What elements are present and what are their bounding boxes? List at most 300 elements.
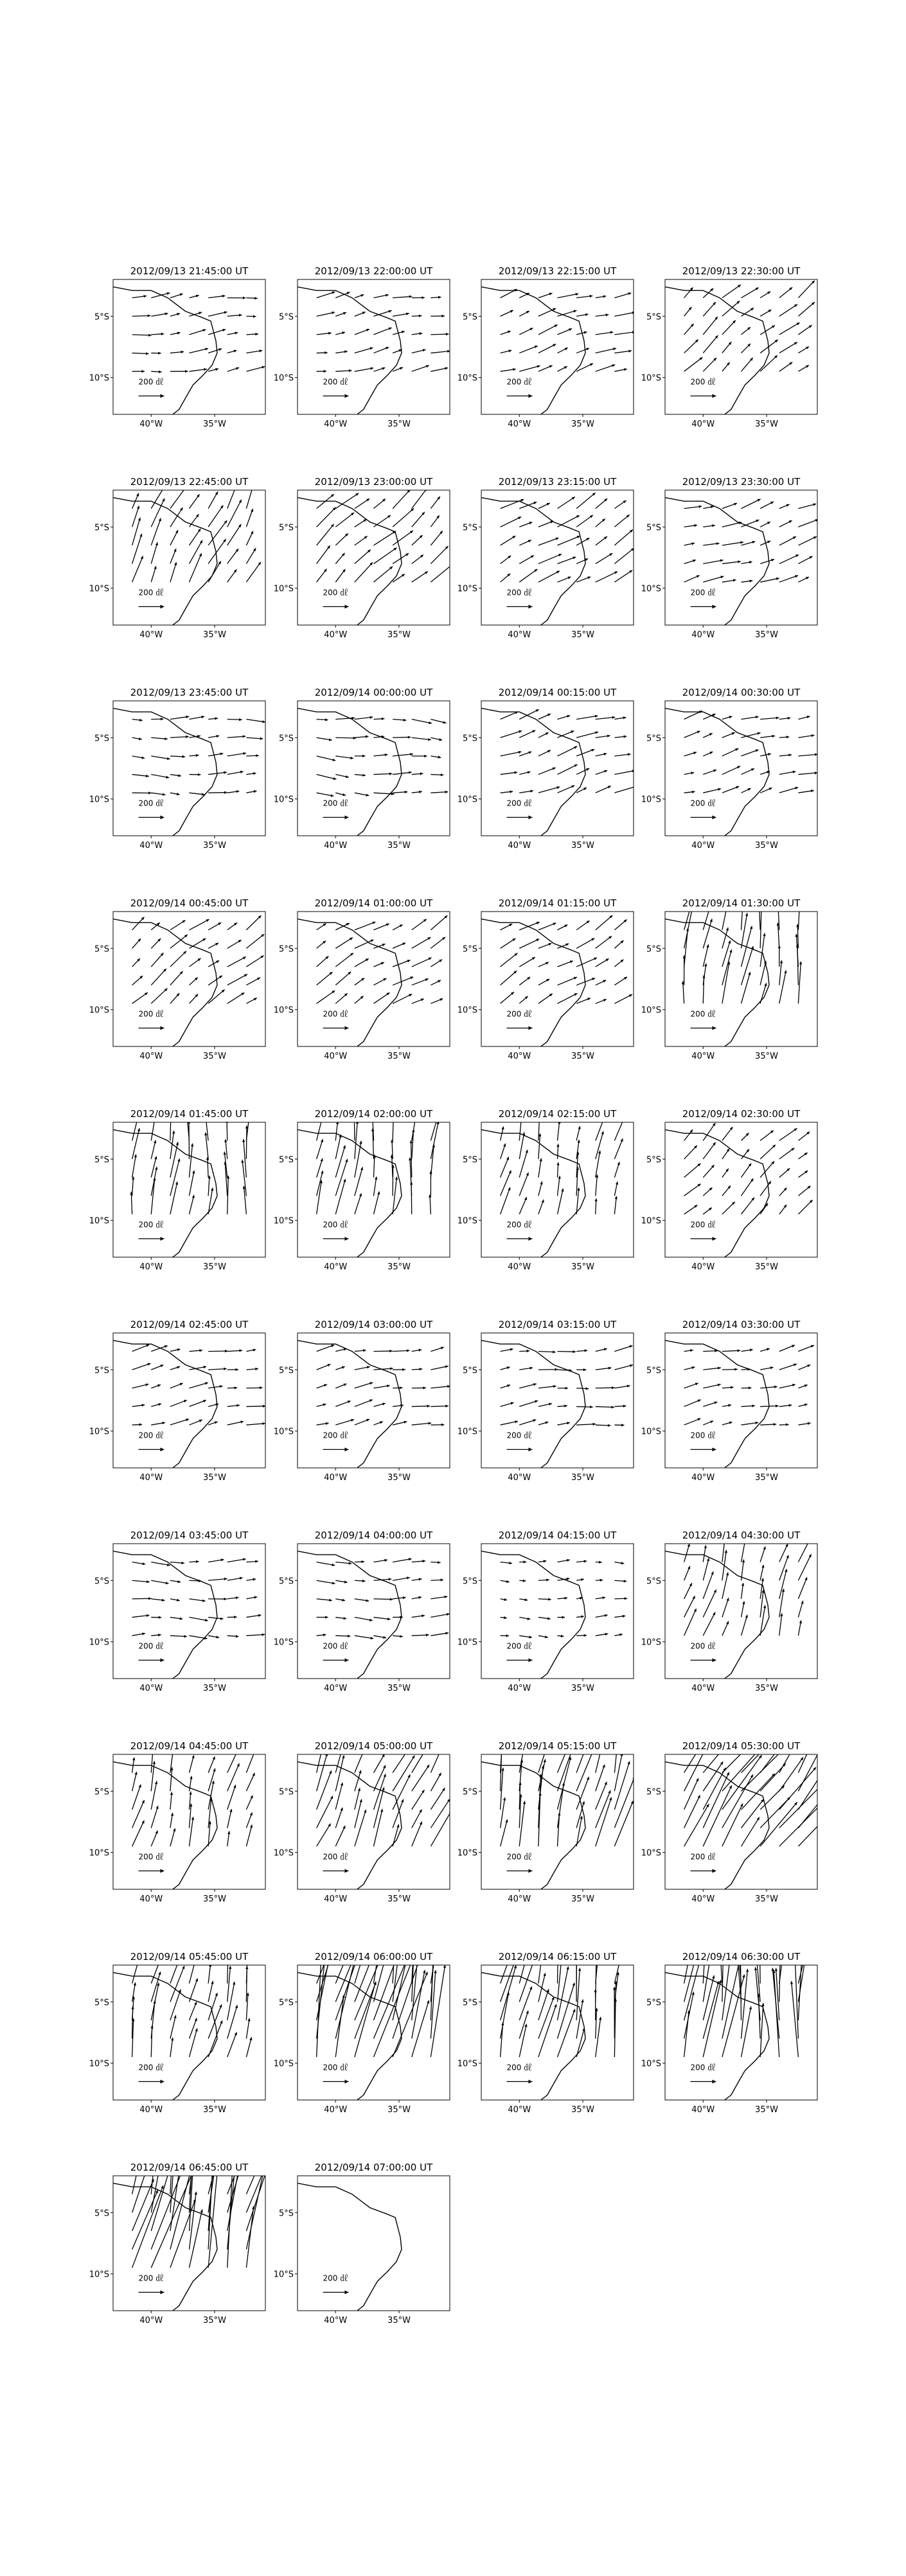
map-panel-29 — [89, 1740, 265, 1904]
vector-arrow — [576, 1140, 580, 1159]
vector-arrow — [703, 506, 714, 509]
map-panel-28 — [641, 1530, 817, 1693]
y-tick-label: 5°S — [94, 1155, 109, 1165]
panel-title: 2012/09/13 22:45:00 UT — [130, 476, 249, 488]
vector-arrow — [558, 924, 568, 930]
vector-arrow — [576, 364, 593, 371]
vector-arrow — [742, 358, 753, 371]
vector-arrow — [501, 1384, 510, 1388]
vector-arrow — [596, 498, 607, 509]
coastline — [665, 1551, 769, 1679]
vector-arrow — [558, 515, 580, 527]
vector-arrow — [317, 718, 328, 721]
y-tick-label: 5°S — [462, 944, 477, 955]
vector-arrow — [317, 524, 334, 545]
vector-arrow — [596, 786, 611, 793]
vector-arrow — [393, 1910, 398, 1983]
vector-arrow — [596, 364, 616, 371]
vector-arrow — [760, 310, 771, 316]
vector-arrow — [412, 1614, 425, 1617]
vector-arrow — [596, 936, 612, 948]
y-tick-label: 5°S — [646, 1787, 661, 1797]
vector-arrow — [190, 1599, 206, 1602]
vector-arrow — [208, 1981, 213, 2002]
vector-arrow — [317, 1634, 326, 1636]
vector-arrow — [722, 1422, 733, 1425]
vector-arrow — [374, 718, 385, 720]
x-tick-label: 35°W — [203, 1473, 226, 1483]
vector-arrow — [576, 558, 588, 563]
vector-arrow — [501, 751, 522, 756]
panel-title: 2012/09/14 03:30:00 UT — [682, 1319, 801, 1330]
y-tick-label: 5°S — [462, 1787, 477, 1797]
vector-field — [684, 1895, 812, 2057]
vector-arrow — [246, 754, 259, 757]
vector-arrow — [684, 1566, 690, 1580]
x-tick-label: 40°W — [691, 419, 715, 429]
vector-field — [498, 1928, 623, 2057]
reference-vector-arrow — [507, 604, 533, 608]
vector-arrow — [596, 958, 609, 967]
reference-vector-arrow — [507, 1869, 533, 1873]
x-tick-label: 35°W — [755, 1473, 778, 1483]
y-tick-label: 10°S — [273, 1427, 294, 1437]
reference-vector-arrow — [691, 2079, 716, 2083]
vector-arrow — [208, 348, 222, 353]
vector-arrow — [558, 1982, 575, 2038]
panel-title: 2012/09/14 03:45:00 UT — [130, 1530, 249, 1541]
map-panel-23 — [457, 1319, 634, 1483]
vector-arrow — [779, 575, 798, 582]
vector-arrow — [519, 1350, 529, 1352]
vector-arrow — [798, 1200, 812, 1214]
vector-arrow — [742, 1747, 786, 1791]
panel-title: 2012/09/14 03:00:00 UT — [314, 1319, 433, 1330]
x-tick-label: 40°W — [139, 630, 163, 640]
vector-arrow — [355, 1878, 387, 1984]
x-tick-label: 35°W — [571, 1262, 594, 1272]
reference-vector-label: 200 ㎗ — [138, 1009, 164, 1019]
vector-field — [684, 1345, 814, 1426]
vector-arrow — [742, 1583, 745, 1599]
panel-title: 2012/09/13 22:15:00 UT — [498, 265, 617, 277]
vector-arrow — [576, 1423, 596, 1425]
vector-arrow — [246, 719, 265, 723]
vector-arrow — [431, 719, 446, 724]
vector-arrow — [431, 737, 442, 741]
vector-arrow — [246, 333, 258, 335]
vector-arrow — [798, 1620, 802, 1636]
vector-arrow — [703, 1165, 714, 1178]
x-tick-label: 40°W — [139, 1894, 163, 1904]
vector-arrow — [170, 1366, 180, 1370]
reference-vector-label: 200 ㎗ — [323, 2063, 348, 2072]
vector-arrow — [355, 958, 369, 967]
x-tick-label: 40°W — [139, 2105, 163, 2115]
coastline — [298, 1341, 402, 1469]
vector-arrow — [703, 788, 721, 793]
y-tick-label: 5°S — [278, 944, 294, 955]
vector-arrow — [501, 971, 517, 985]
vector-arrow — [393, 349, 402, 353]
y-tick-label: 10°S — [457, 1005, 477, 1016]
vector-arrow — [317, 775, 337, 781]
vector-arrow — [538, 1199, 544, 1214]
reference-vector-arrow — [139, 1026, 164, 1030]
vector-arrow — [431, 296, 441, 299]
vector-arrow — [596, 735, 610, 738]
vector-arrow — [208, 752, 223, 755]
map-panel-13 — [89, 897, 265, 1061]
vector-arrow — [703, 1761, 723, 1791]
vector-arrow — [501, 1402, 514, 1407]
map-panel-12 — [641, 687, 818, 851]
vector-arrow — [412, 958, 432, 967]
map-panel-22 — [274, 1319, 450, 1483]
reference-vector-arrow — [691, 1447, 716, 1451]
vector-arrow — [412, 772, 423, 775]
vector-arrow — [798, 1186, 810, 1196]
vector-arrow — [412, 1634, 429, 1636]
vector-arrow — [190, 919, 209, 930]
vector-arrow — [170, 1617, 182, 1619]
vector-arrow — [760, 1131, 774, 1141]
vector-arrow — [558, 1597, 568, 1600]
vector-arrow — [374, 499, 386, 509]
vector-arrow — [335, 331, 345, 335]
vector-arrow — [151, 756, 170, 760]
vector-arrow — [393, 942, 405, 948]
vector-arrow — [538, 943, 552, 948]
panel-frame — [298, 1965, 450, 2100]
reference-vector-arrow — [507, 1237, 533, 1240]
panel-title: 2012/09/14 00:00:00 UT — [314, 687, 433, 698]
vector-arrow — [722, 732, 735, 737]
vector-arrow — [431, 755, 441, 758]
vector-arrow — [412, 512, 425, 527]
reference-vector-label: 200 ㎗ — [506, 2063, 532, 2072]
vector-arrow — [722, 766, 740, 775]
coastline — [113, 1973, 217, 2101]
vector-arrow — [779, 1569, 788, 1599]
x-tick-label: 35°W — [755, 841, 778, 851]
vector-field — [501, 493, 634, 582]
vector-arrow — [703, 752, 713, 756]
vector-arrow — [355, 774, 366, 777]
vector-arrow — [596, 1367, 612, 1370]
vector-arrow — [374, 1598, 393, 1600]
vector-arrow — [335, 1826, 345, 1846]
vector-arrow — [538, 1181, 543, 1195]
vector-arrow — [779, 536, 796, 545]
panel-title: 2012/09/14 04:15:00 UT — [498, 1530, 617, 1541]
vector-arrow — [798, 325, 812, 335]
vector-arrow — [722, 1186, 731, 1196]
vector-arrow — [798, 1601, 803, 1618]
vector-arrow — [703, 733, 713, 737]
vector-arrow — [576, 1578, 584, 1581]
y-tick-label: 10°S — [273, 795, 294, 805]
y-tick-label: 5°S — [278, 1576, 294, 1587]
x-tick-label: 40°W — [691, 1052, 715, 1061]
vector-arrow — [576, 313, 588, 317]
vector-arrow — [703, 1420, 713, 1425]
vector-arrow — [538, 503, 550, 509]
x-tick-label: 35°W — [387, 841, 411, 851]
vector-arrow — [614, 1364, 633, 1370]
vector-arrow — [558, 1559, 570, 1562]
vector-arrow — [246, 315, 256, 317]
y-tick-label: 5°S — [94, 312, 109, 322]
vector-arrow — [519, 311, 529, 316]
reference-vector-arrow — [139, 2290, 164, 2294]
x-tick-label: 35°W — [203, 630, 226, 640]
vector-arrow — [779, 1801, 825, 1846]
vector-arrow — [538, 324, 558, 334]
vector-arrow — [703, 358, 716, 371]
x-tick-label: 40°W — [508, 1473, 531, 1483]
vector-arrow — [412, 937, 431, 948]
vector-arrow — [596, 572, 617, 583]
vector-arrow — [722, 1386, 734, 1389]
vector-arrow — [538, 538, 559, 545]
reference-vector-label: 200 ㎗ — [323, 1220, 348, 1230]
vector-arrow — [614, 736, 626, 738]
vector-arrow — [558, 960, 573, 967]
vector-arrow — [355, 1636, 373, 1639]
vector-arrow — [703, 317, 718, 335]
vector-arrow — [208, 1636, 219, 1638]
vector-arrow — [335, 1599, 345, 1601]
vector-arrow — [798, 1422, 810, 1425]
vector-arrow — [519, 328, 533, 335]
vector-arrow — [798, 281, 814, 298]
vector-arrow — [170, 1966, 184, 2002]
vector-arrow — [190, 368, 207, 371]
vector-arrow — [393, 771, 412, 774]
vector-arrow — [501, 310, 513, 316]
reference-vector-arrow — [323, 815, 349, 819]
vector-arrow — [412, 332, 423, 335]
x-tick-label: 40°W — [508, 1262, 531, 1272]
vector-arrow — [558, 1176, 561, 1195]
map-panel-33 — [89, 1945, 265, 2115]
vector-arrow — [431, 1578, 443, 1581]
vector-arrow — [538, 732, 549, 737]
reference-vector-arrow — [323, 1026, 349, 1030]
vector-arrow — [614, 292, 631, 297]
y-tick-label: 5°S — [94, 2209, 109, 2219]
map-panel-6 — [274, 476, 453, 640]
x-tick-label: 40°W — [508, 1684, 531, 1693]
vector-arrow — [519, 293, 529, 298]
y-tick-label: 5°S — [94, 1576, 109, 1587]
vector-arrow — [519, 977, 530, 985]
vector-arrow — [170, 1828, 176, 1846]
vector-arrow — [779, 1188, 787, 1196]
vector-arrow — [742, 1179, 754, 1196]
coastline — [481, 1973, 585, 2101]
vector-arrow — [335, 953, 353, 966]
vector-arrow — [742, 972, 751, 1003]
reference-vector-arrow — [139, 2079, 164, 2083]
vector-arrow — [519, 1383, 537, 1388]
vector-arrow — [519, 1636, 532, 1638]
vector-arrow — [431, 315, 445, 317]
vector-arrow — [208, 943, 218, 948]
x-tick-label: 40°W — [691, 630, 715, 640]
coastline — [665, 709, 769, 836]
vector-arrow — [684, 1400, 701, 1407]
vector-arrow — [596, 1117, 605, 1141]
vector-arrow — [684, 1596, 695, 1617]
vector-arrow — [614, 1761, 630, 1810]
reference-vector-label: 200 ㎗ — [506, 1220, 532, 1230]
vector-arrow — [190, 1618, 208, 1622]
vector-arrow — [412, 1368, 422, 1370]
vector-arrow — [246, 2037, 252, 2057]
vector-arrow — [614, 1405, 626, 1407]
vector-arrow — [684, 1804, 709, 1846]
y-tick-label: 10°S — [641, 1848, 661, 1858]
vector-arrow — [576, 295, 592, 298]
coastline — [665, 919, 769, 1047]
vector-arrow — [317, 292, 335, 298]
x-tick-label: 35°W — [571, 2105, 594, 2115]
vector-arrow — [556, 1162, 559, 1178]
vector-arrow — [538, 1385, 556, 1388]
map-panel-27 — [457, 1530, 634, 1693]
vector-arrow — [227, 940, 242, 948]
vector-arrow — [501, 349, 512, 353]
vector-arrow — [722, 928, 729, 948]
vector-arrow — [760, 559, 774, 564]
reference-vector-label: 200 ㎗ — [506, 1641, 532, 1651]
vector-arrow — [317, 1364, 331, 1370]
vector-arrow — [170, 370, 188, 373]
panel-title: 2012/09/14 00:15:00 UT — [498, 687, 617, 698]
vector-arrow — [538, 714, 551, 719]
vector-arrow — [742, 750, 759, 756]
y-tick-label: 5°S — [646, 944, 661, 955]
vector-field — [501, 1112, 626, 1215]
vector-arrow — [614, 716, 626, 719]
vector-arrow — [431, 1773, 441, 1792]
vector-field — [317, 292, 450, 373]
vector-arrow — [501, 1348, 513, 1352]
vector-arrow — [779, 787, 798, 793]
vector-arrow — [519, 730, 535, 738]
panel-frame — [481, 1965, 634, 2100]
vector-arrow — [576, 1560, 587, 1562]
reference-vector-label: 200 ㎗ — [323, 1009, 348, 1019]
vector-arrow — [151, 1140, 156, 1159]
vector-arrow — [208, 922, 221, 930]
vector-arrow — [576, 715, 598, 719]
panel-title: 2012/09/13 22:30:00 UT — [682, 265, 801, 277]
vector-arrow — [742, 541, 756, 545]
vector-arrow — [431, 791, 448, 793]
vector-arrow — [208, 329, 226, 335]
vector-arrow — [206, 1157, 209, 1178]
vector-arrow — [798, 716, 810, 719]
vector-arrow — [170, 1635, 187, 1637]
vector-arrow — [614, 770, 635, 774]
vector-arrow — [246, 297, 257, 299]
map-panel-5 — [89, 476, 265, 640]
vector-arrow — [431, 1405, 449, 1407]
vector-arrow — [412, 1405, 430, 1407]
vector-arrow — [355, 294, 364, 298]
x-tick-label: 35°W — [755, 2105, 778, 2115]
panel-title: 2012/09/13 23:00:00 UT — [314, 476, 433, 488]
reference-vector-label: 200 ㎗ — [690, 1852, 716, 1862]
vector-arrow — [393, 490, 410, 509]
vector-arrow — [227, 349, 237, 353]
vector-arrow — [190, 348, 208, 353]
vector-arrow — [335, 569, 345, 582]
vector-arrow — [355, 978, 364, 985]
reference-vector-arrow — [691, 1026, 716, 1030]
vector-arrow — [393, 312, 409, 316]
vector-arrow — [614, 1597, 627, 1600]
vector-arrow — [393, 736, 411, 738]
vector-arrow — [798, 1345, 814, 1352]
map-panel-16 — [641, 888, 817, 1061]
reference-vector-arrow — [323, 1237, 349, 1240]
vector-arrow — [501, 1366, 510, 1370]
vector-arrow — [684, 1349, 693, 1352]
vector-arrow — [779, 1204, 786, 1214]
vector-arrow — [760, 1786, 785, 1810]
vector-arrow — [393, 1907, 420, 2020]
vector-arrow — [703, 1208, 712, 1214]
y-tick-label: 10°S — [89, 2270, 109, 2280]
vector-arrow — [208, 735, 219, 737]
x-tick-label: 40°W — [139, 1262, 163, 1272]
vector-arrow — [703, 1142, 715, 1159]
x-tick-label: 35°W — [755, 1262, 778, 1272]
vector-arrow — [170, 921, 186, 930]
vector-arrow — [335, 1179, 346, 1214]
vector-arrow — [393, 753, 413, 756]
vector-arrow — [501, 772, 517, 775]
vector-arrow — [742, 327, 751, 335]
vector-arrow — [779, 717, 791, 719]
vector-arrow — [558, 1188, 564, 1214]
vector-field — [498, 1718, 635, 1847]
coastline — [481, 1341, 585, 1469]
vector-arrow — [596, 536, 607, 545]
vector-arrow — [758, 1896, 760, 1984]
y-tick-label: 10°S — [273, 2270, 294, 2280]
vector-arrow — [412, 571, 428, 582]
vector-arrow — [538, 1422, 548, 1425]
vector-arrow — [576, 1349, 587, 1352]
panel-frame — [113, 2176, 265, 2311]
vector-arrow — [374, 1177, 378, 1196]
map-panel-20 — [641, 1108, 817, 1272]
vector-arrow — [684, 1418, 701, 1425]
vector-arrow — [596, 1561, 602, 1564]
y-tick-label: 10°S — [89, 1848, 109, 1858]
vector-field — [501, 915, 632, 1003]
vector-arrow — [684, 772, 695, 774]
vector-arrow — [393, 508, 414, 527]
vector-arrow — [393, 1799, 404, 1828]
vector-arrow — [558, 1635, 564, 1637]
vector-arrow — [779, 322, 800, 335]
